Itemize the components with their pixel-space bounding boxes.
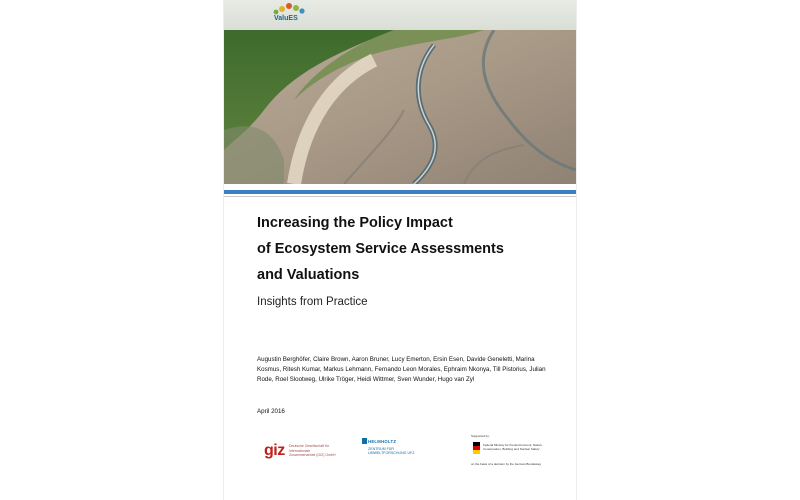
ministry-supported-by: Supported by: [471,434,490,438]
report-subtitle: Insights from Practice [257,296,368,308]
publication-date: April 2016 [257,408,285,415]
divider-rule [224,196,576,197]
accent-rule [224,190,576,194]
report-cover [224,0,576,500]
helmholtz-logo [362,436,432,466]
ministry-note: on the basis of a decision by the German Bundestag [471,462,541,466]
report-title [257,210,567,288]
title-line: and Valuations [257,267,360,283]
helmholtz-mark-icon [362,438,367,444]
german-flag-icon [473,442,480,454]
author-list: Augustin Berghöfer, Claire Brown, Aaron Bruner, Lucy Emerton, Ersin Esen, Davide Geneletti, Marina Kosmus, Ritesh Kumar, Markus Lehmann, Fernando Leon Morales, Ephraim Nkonya, Till Pistorius, Julian Rode, Roel Slootweg, Ulrike Tröger, Heidi Wittmer, Sven Wunder, Hugo van Zyl [257,356,546,383]
giz-wordmark: giz [264,442,285,459]
helmholtz-subtitle: ZENTRUM FÜR UMWELTFORSCHUNG UFZ [368,447,415,456]
ministry-name: Federal Ministry for the Environment, Nature Conservation, Building and Nuclear Safety [483,443,543,451]
header-banner [224,0,576,30]
cover-photo [224,30,576,184]
ministry-logo [471,434,561,470]
giz-full-name: Deutsche Gesellschaft für Internationale Zusammenarbeit (GIZ) GmbH [289,444,336,457]
giz-logo [264,440,334,464]
title-line: Increasing the Policy Impact [257,215,453,231]
helmholtz-name: HELMHOLTZ [368,439,397,444]
logo-text: ValuES [274,15,298,22]
title-line: of Ecosystem Service Assessments [257,241,504,257]
